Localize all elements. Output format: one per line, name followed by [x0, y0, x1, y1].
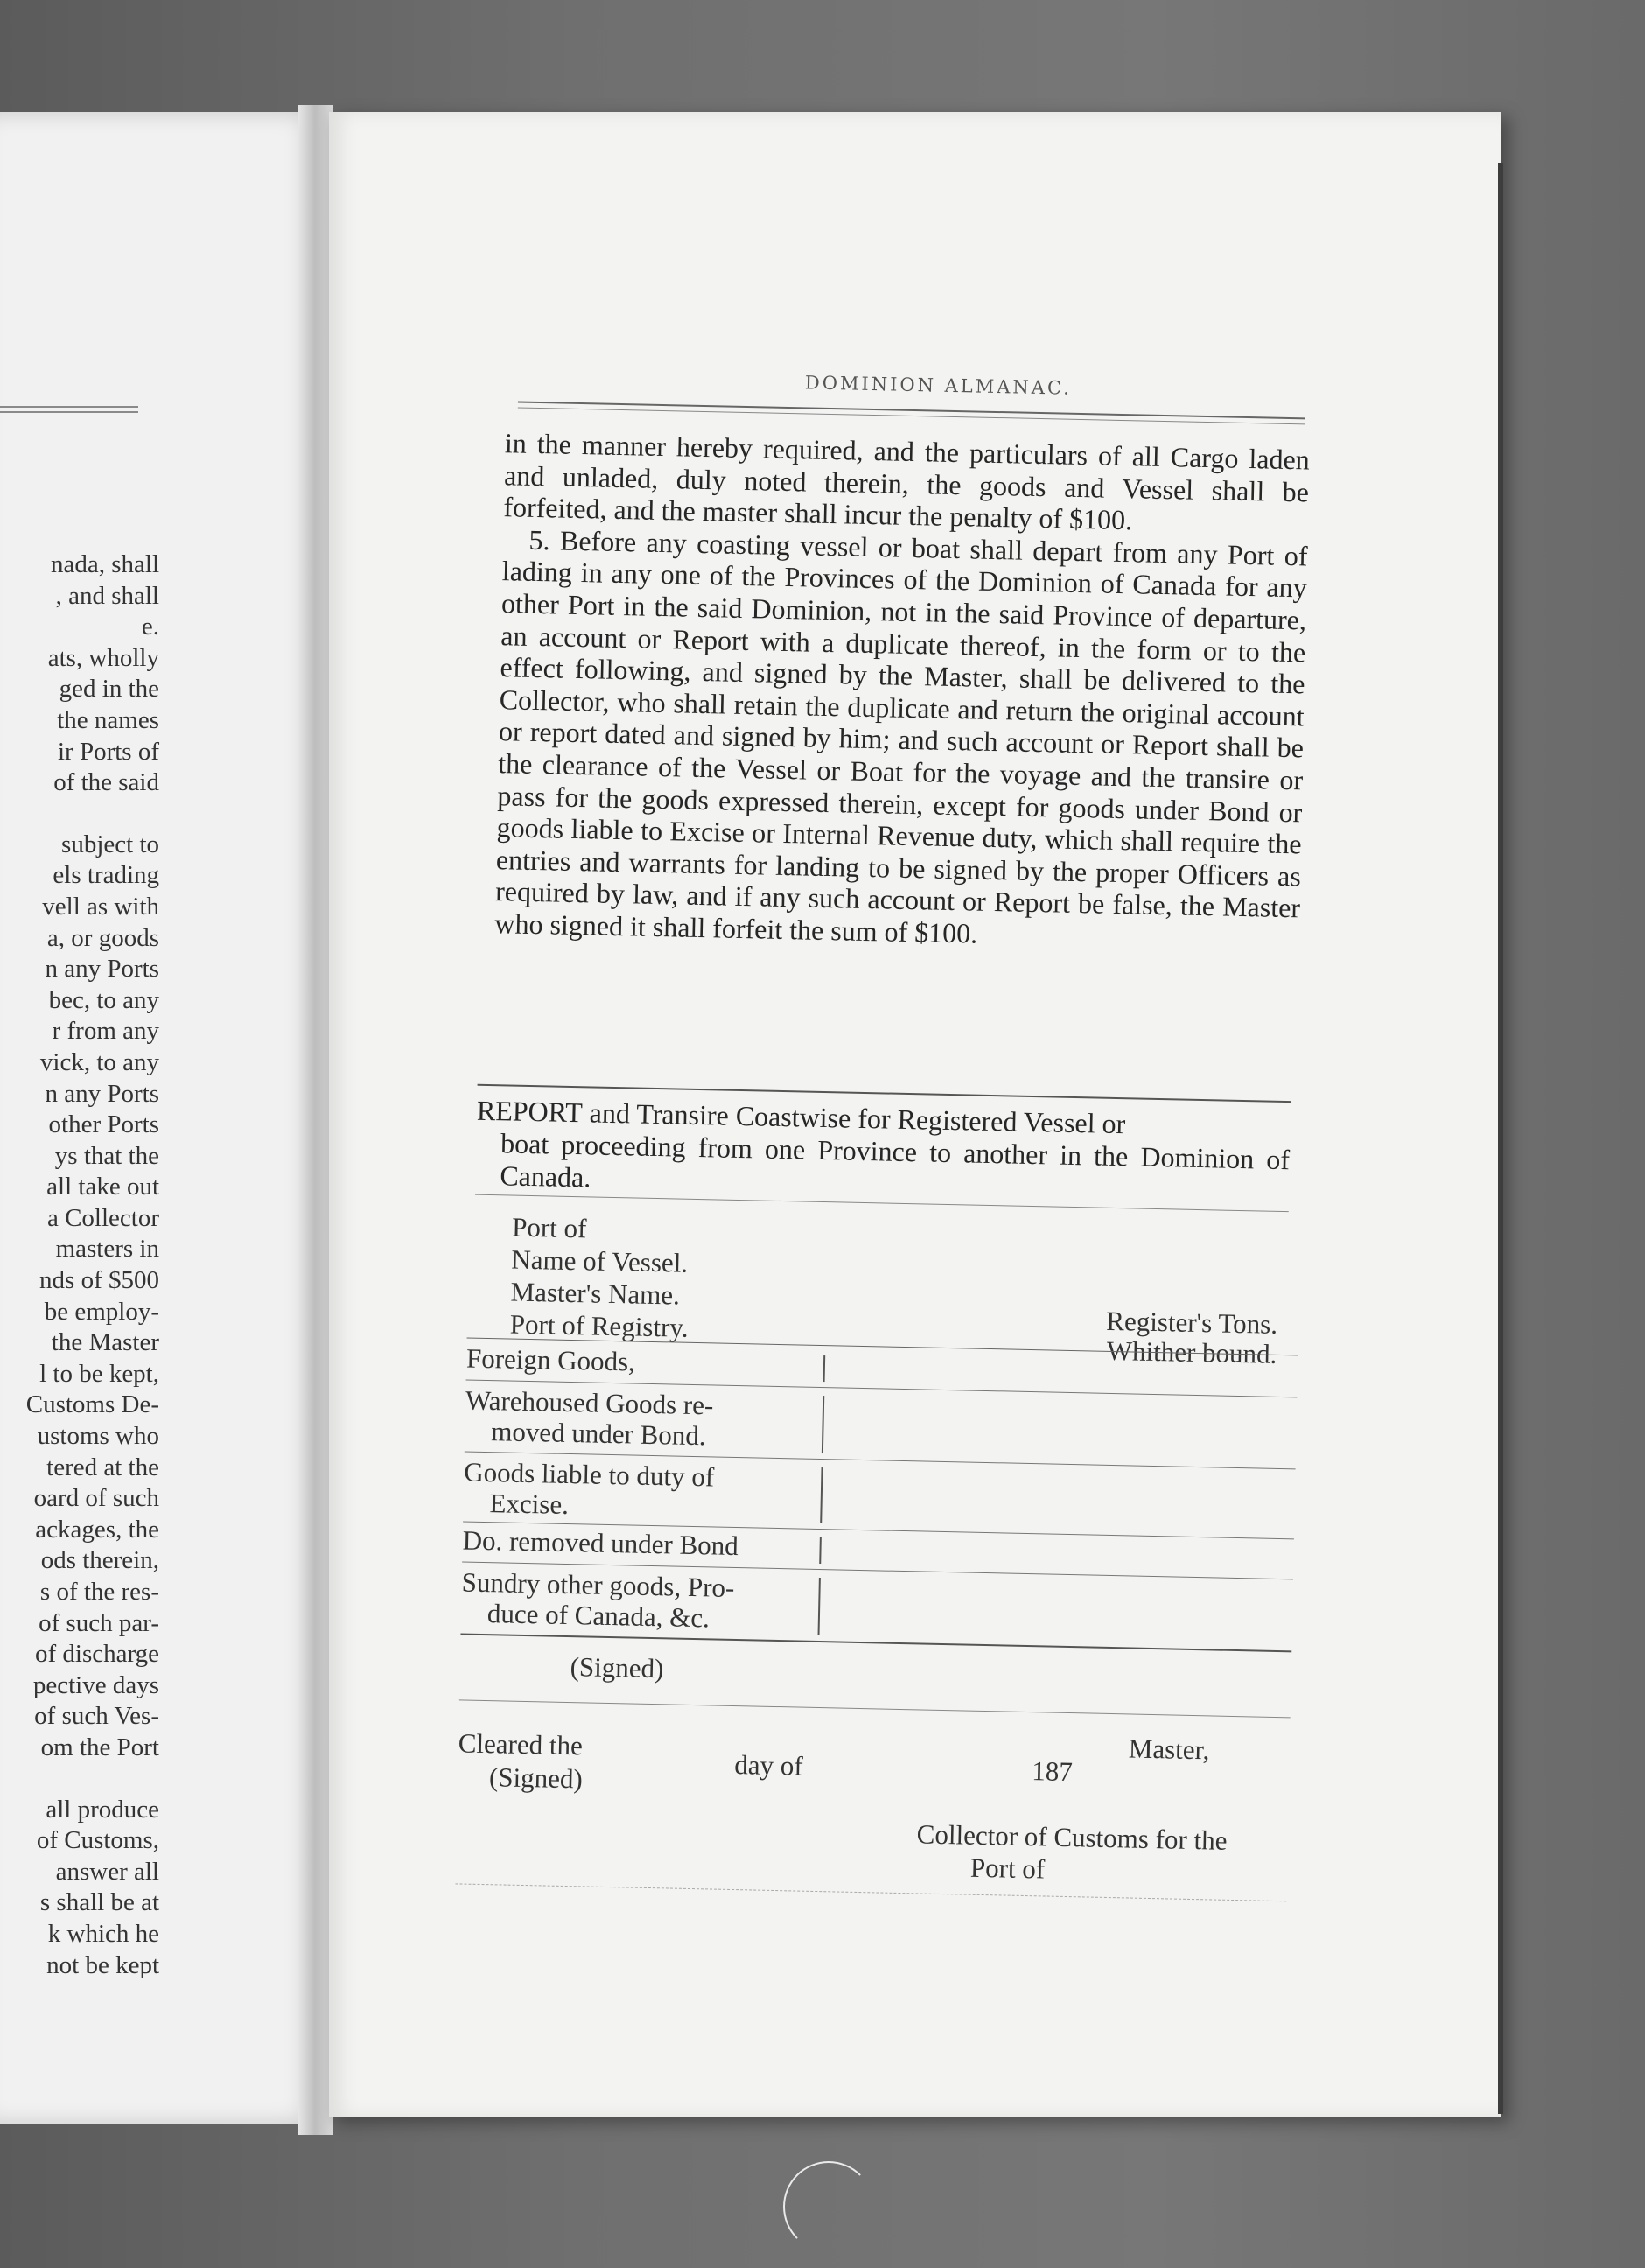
left-page-line: r from any [52, 1017, 159, 1046]
goods-label-line1: Foreign Goods, [466, 1342, 636, 1377]
left-page-line: Customs De- [25, 1390, 159, 1419]
left-page-gap [0, 1764, 159, 1795]
signed-label: (Signed) [570, 1651, 664, 1684]
left-page [0, 112, 326, 2124]
day-of-label: day of [734, 1749, 804, 1782]
cleared-the-label: Cleared the [458, 1727, 584, 1761]
left-page-line: ods therein, [40, 1546, 159, 1575]
goods-label-line1: Sundry other goods, Pro- [461, 1566, 735, 1603]
collector-line-2: Port of [970, 1852, 1046, 1885]
report-heading-rest: and Transire Coastwise for Registered Vessel or [589, 1096, 1126, 1140]
left-page-line: subject to [61, 830, 159, 858]
body-text [494, 427, 1310, 956]
bottom-rule [455, 1883, 1286, 1901]
left-page-line: a Collector [46, 1203, 159, 1232]
left-page-line: n any Ports [45, 1079, 159, 1108]
left-page-line: ys that the [54, 1141, 159, 1170]
left-page-gap [0, 799, 159, 830]
goods-label [463, 1456, 814, 1524]
left-page-line: ackages, the [35, 1515, 159, 1544]
right-page-content [307, 95, 1522, 2125]
left-page-line: a, or goods [46, 923, 159, 952]
goods-label [466, 1343, 817, 1381]
left-page-line: the Master [51, 1328, 159, 1357]
page-edge-shadow [1498, 163, 1503, 2114]
left-page-line: the names [57, 705, 159, 734]
left-page-line: answer all [55, 1857, 159, 1886]
left-page-line: vell as with [42, 892, 159, 920]
goods-label-line2: Excise. [489, 1488, 570, 1520]
left-page-line: nada, shall [50, 550, 159, 578]
page-stain [783, 2161, 874, 2252]
report-heading-lead: REPORT [476, 1094, 584, 1129]
goods-divider [819, 1537, 822, 1564]
field-port-of: Port of [511, 1211, 587, 1244]
field-masters-name: Master's Name. [510, 1276, 681, 1311]
goods-divider [822, 1396, 824, 1453]
left-page-line: bec, to any [48, 985, 159, 1014]
signed-label-2: (Signed) [488, 1761, 584, 1795]
goods-label-line1: Do. removed under Bond [462, 1524, 739, 1562]
left-page-line: not be kept [46, 1950, 159, 1979]
left-page-line: ats, wholly [47, 643, 159, 672]
left-page-line: om the Port [40, 1732, 159, 1761]
left-page-line: oard of such [33, 1484, 159, 1513]
left-page-line: all produce [46, 1795, 159, 1824]
paragraph-continuation: in the manner hereby required, and the particulars of all Cargo laden and unladed, duly noted therein, the goods and Vessel shall be forfeited, and the master shall incur the penalty of $100. [503, 427, 1311, 536]
header-double-rule [518, 402, 1306, 425]
vessel-fields [509, 1211, 690, 1344]
field-registers-tons: Register's Tons. [1106, 1305, 1278, 1340]
left-page-line: k which he [47, 1919, 159, 1948]
report-heading-continuation: boat proceeding from one Province to another in the Dominion of Canada. [500, 1127, 1291, 1194]
goods-label [465, 1385, 816, 1453]
left-page-line: vick, to any [39, 1047, 159, 1076]
left-page-line: of discharge [35, 1640, 159, 1669]
left-page-line: nds of $500 [39, 1266, 159, 1295]
signature-rule [459, 1699, 1291, 1718]
right-page [329, 112, 1502, 2118]
left-page-line: e. [141, 612, 159, 641]
goods-label-line1: Warehoused Goods re- [465, 1384, 714, 1421]
goods-divider [823, 1355, 826, 1382]
left-page-line: l to be kept, [39, 1359, 159, 1388]
field-port-of-registry: Port of Registry. [509, 1308, 689, 1343]
year-label: 187 [1031, 1755, 1074, 1788]
left-page-text [0, 550, 159, 1981]
left-page-rule [0, 411, 138, 413]
left-page-line: s of the res- [39, 1578, 159, 1606]
running-header: DOMINION ALMANAC. [804, 372, 1073, 399]
field-whither-bound: Whither bound. [1106, 1334, 1278, 1369]
left-page-line: pective days [32, 1670, 159, 1699]
left-page-line: , and shall [55, 581, 159, 610]
goods-label-line2: moved under Bond. [490, 1416, 707, 1452]
goods-divider [818, 1578, 821, 1635]
paragraph-section-5: 5. Before any coasting vessel or boat shall depart from any Port of lading in any one of the Provinces of the Dominion of Canada for any other Port in the said Dominion, not in the said Province of departure, an account or Report with a duplicate thereof, in the form or to the effect following, and signed by the Master, shall be delivered to the Collector, who shall retain the duplicate and return the original account or report dated and signed by him; and such account or Report shall be the clearance of the Vessel or Boat for the voyage and the transire or pass for the goods expressed therein, except for goods under Bond or goods liable to Excise or Internal Revenue duty, which shall require the entries and warrants for landing to be signed by the proper Officers as required by law, and if any such account or Report be false, the Master who signed it shall forfeit the sum of $100. [494, 523, 1308, 949]
left-page-line: all take out [46, 1172, 159, 1201]
left-page-line: of such par- [38, 1608, 159, 1637]
goods-label [462, 1524, 813, 1562]
report-heading [475, 1095, 1291, 1208]
left-page-line: ged in the [59, 675, 159, 704]
left-page-line: of such Ves- [34, 1702, 159, 1731]
master-label: Master, [1128, 1732, 1210, 1766]
left-page-line: s shall be at [39, 1888, 159, 1917]
left-page-line: tered at the [46, 1452, 159, 1481]
goods-label [461, 1566, 812, 1634]
field-name-of-vessel: Name of Vessel. [511, 1243, 689, 1278]
left-page-line: be employ- [44, 1297, 159, 1326]
left-page-line: n any Ports [45, 955, 159, 984]
collector-line-1: Collector of Customs for the [916, 1818, 1228, 1856]
left-page-line: ustoms who [37, 1422, 159, 1451]
left-page-line: ir Ports of [58, 737, 159, 766]
goods-label-line2: duce of Canada, &c. [486, 1598, 710, 1634]
left-page-rule [0, 406, 138, 408]
left-page-line: of Customs, [36, 1826, 159, 1855]
left-page-line: other Ports [48, 1110, 159, 1139]
left-page-line: masters in [55, 1235, 159, 1264]
goods-divider [820, 1467, 822, 1523]
left-page-line: els trading [52, 861, 159, 890]
left-page-line: of the said [53, 768, 159, 797]
goods-label-line1: Goods liable to duty of [463, 1456, 715, 1493]
